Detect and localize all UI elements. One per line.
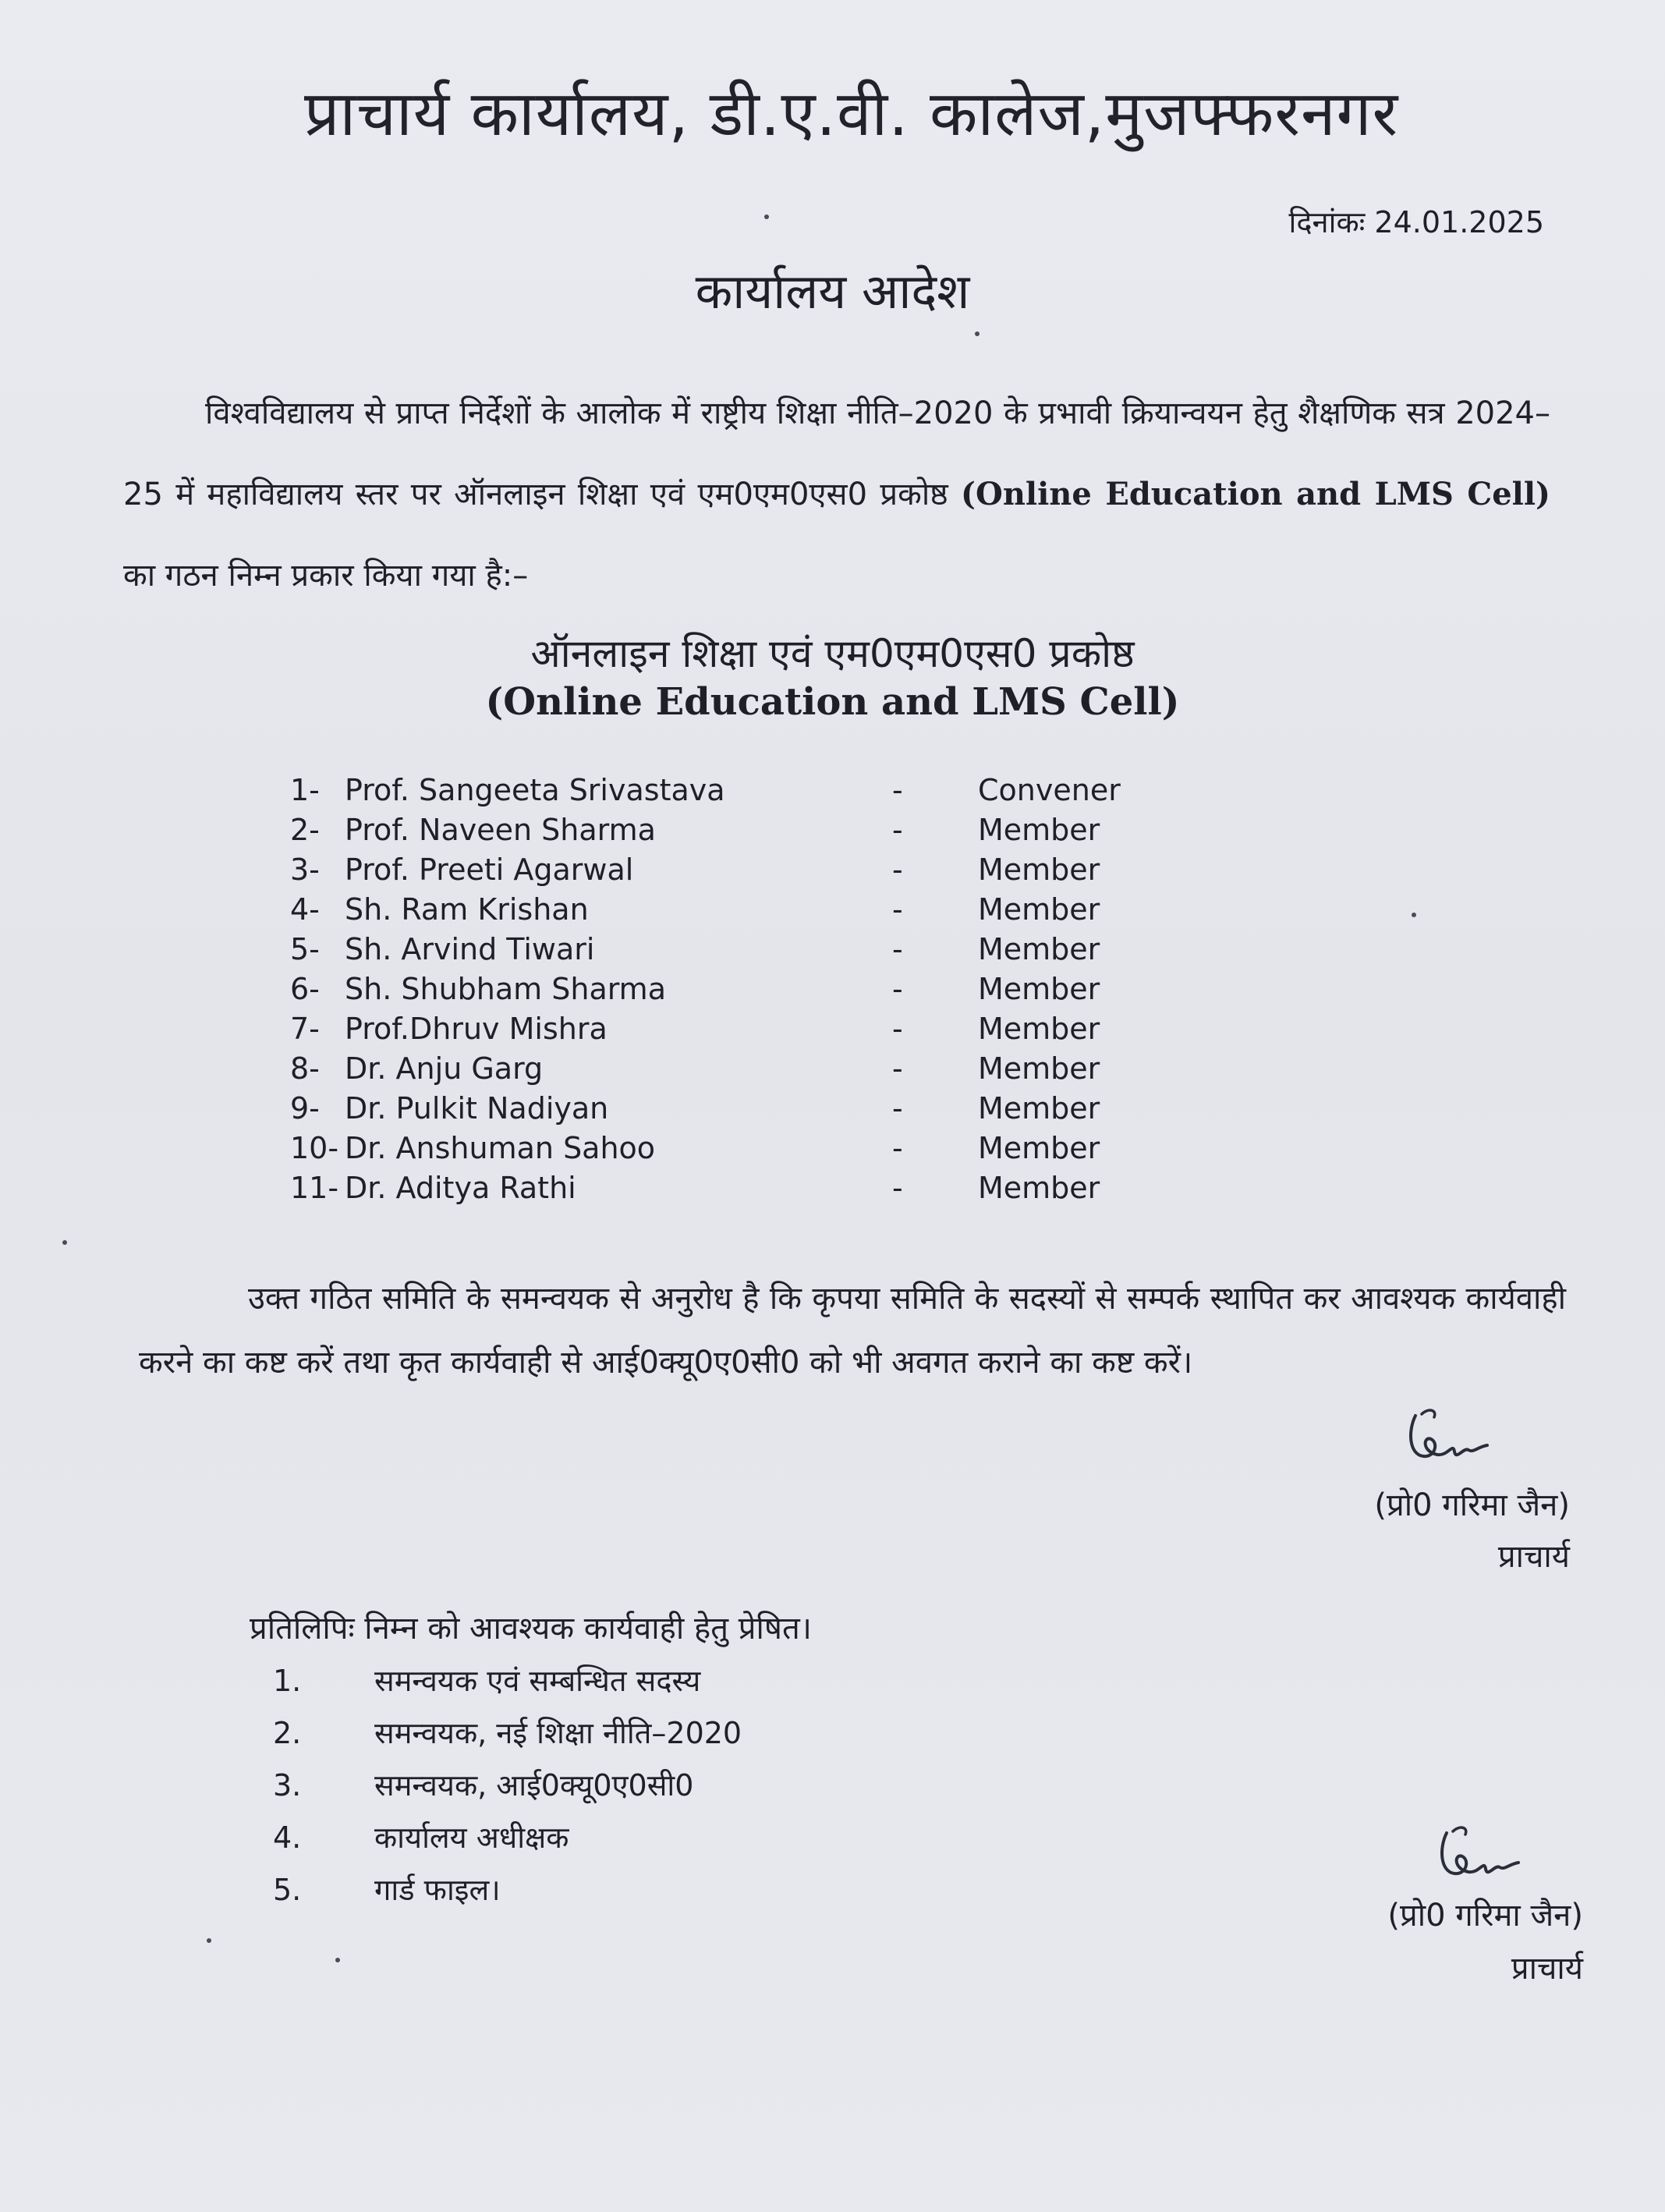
signatory-name: (प्रो0 गरिमा जैन) xyxy=(1374,1487,1570,1523)
member-dash: - xyxy=(892,1171,903,1205)
member-row xyxy=(290,850,1226,890)
member-role: Member xyxy=(978,892,1100,927)
copy-to-number: 2. xyxy=(273,1716,302,1750)
signatory-designation-bottom: प्राचार्य xyxy=(1511,1951,1583,1987)
member-number: 11- xyxy=(290,1171,339,1205)
copy-to-item xyxy=(273,1707,742,1760)
member-role: Member xyxy=(978,1091,1100,1125)
paper-speck xyxy=(1412,913,1416,917)
paper-speck xyxy=(764,214,769,219)
member-row xyxy=(290,1129,1226,1168)
paper-speck xyxy=(335,1958,340,1962)
member-row xyxy=(290,1009,1226,1049)
member-name: Sh. Arvind Tiwari xyxy=(345,932,595,966)
intro-text-tail: का गठन निम्न प्रकार किया गया है:– xyxy=(123,558,529,594)
member-dash: - xyxy=(892,972,903,1006)
member-role: Member xyxy=(978,932,1100,966)
paper-speck xyxy=(62,1240,67,1245)
member-row xyxy=(290,930,1226,970)
member-dash: - xyxy=(892,892,903,927)
member-row xyxy=(290,1168,1226,1208)
member-row xyxy=(290,890,1226,930)
copy-to-item xyxy=(273,1864,742,1916)
member-number: 5- xyxy=(290,932,320,966)
copy-to-text: समन्वयक एवं सम्बन्धित सदस्य xyxy=(374,1664,701,1698)
signatory-designation: प्राचार्य xyxy=(1497,1539,1570,1575)
intro-text-hindi: विश्वविद्यालय से प्राप्त निर्देशों के आलोक में राष्ट्रीय शिक्षा नीति–2020 के प्रभावी क्रियान्वयन हेतु शैक्षणिक सत्र 2024–25 में महाविद्यालय स्तर पर ऑनलाइन शिक्षा एवं एम0एम0एस0 प्रकोष्ठ xyxy=(123,395,1550,512)
copy-to-number: 1. xyxy=(273,1664,302,1698)
member-name: Dr. Aditya Rathi xyxy=(345,1171,576,1205)
copy-to-intro: प्रतिलिपिः निम्न को आवश्यक कार्यवाही हेतु प्रेषित। xyxy=(250,1611,812,1647)
member-row xyxy=(290,771,1226,810)
member-row xyxy=(290,1049,1226,1089)
copy-to-item xyxy=(273,1655,742,1707)
intro-text-english: (Online Education and LMS Cell) xyxy=(961,476,1550,512)
member-number: 9- xyxy=(290,1091,320,1125)
member-name: Prof.Dhruv Mishra xyxy=(345,1012,608,1046)
member-role: Member xyxy=(978,1171,1100,1205)
member-name: Prof. Preeti Agarwal xyxy=(345,853,634,887)
member-name: Dr. Anju Garg xyxy=(345,1051,544,1086)
signature-mark xyxy=(1400,1400,1493,1470)
member-row xyxy=(290,1089,1226,1129)
request-paragraph: उक्त गठित समिति के समन्वयक से अनुरोध है कि कृपया समिति के सदस्यों से सम्पर्क स्थापित कर आवश्यक कार्यवाही करने का कष्ट करें तथा कृत कार्यवाही से आई0क्यू0ए0सी0 को भी अवगत कराने का कष्ट करें। xyxy=(139,1281,1566,1381)
members-list xyxy=(290,771,1226,1208)
copy-to-text: कार्यालय अधीक्षक xyxy=(374,1820,569,1855)
copy-to-text: गार्ड फाइल। xyxy=(374,1873,501,1907)
cell-title-hindi: ऑनलाइन शिक्षा एवं एम0एम0एस0 प्रकोष्ठ xyxy=(530,631,1135,676)
member-role: Convener xyxy=(978,773,1121,807)
member-role: Member xyxy=(978,1012,1100,1046)
member-name: Prof. Sangeeta Srivastava xyxy=(345,773,725,807)
paper-speck xyxy=(975,331,980,336)
order-date: दिनांकः 24.01.2025 xyxy=(1288,205,1544,239)
member-number: 2- xyxy=(290,813,320,847)
member-name: Dr. Anshuman Sahoo xyxy=(345,1131,656,1165)
copy-to-number: 5. xyxy=(273,1873,302,1907)
copy-to-text: समन्वयक, नई शिक्षा नीति–2020 xyxy=(374,1716,742,1750)
member-number: 7- xyxy=(290,1012,320,1046)
member-number: 1- xyxy=(290,773,320,807)
member-role: Member xyxy=(978,813,1100,847)
member-dash: - xyxy=(892,1091,903,1125)
member-number: 4- xyxy=(290,892,320,927)
member-name: Dr. Pulkit Nadiyan xyxy=(345,1091,609,1125)
copy-to-text: समन्वयक, आई0क्यू0ए0सी0 xyxy=(374,1768,694,1803)
paper-speck xyxy=(207,1938,211,1943)
member-dash: - xyxy=(892,1012,903,1046)
intro-paragraph xyxy=(123,373,1550,616)
member-dash: - xyxy=(892,1051,903,1086)
member-row xyxy=(290,810,1226,850)
member-dash: - xyxy=(892,813,903,847)
member-dash: - xyxy=(892,932,903,966)
member-dash: - xyxy=(892,1131,903,1165)
member-name: Sh. Shubham Sharma xyxy=(345,972,666,1006)
copy-to-number: 3. xyxy=(273,1768,302,1803)
office-header: प्राचार्य कार्यालय, डी.ए.वी. कालेज,मुजफ्फरनगर xyxy=(304,77,1399,150)
member-row xyxy=(290,970,1226,1009)
copy-to-item xyxy=(273,1760,742,1812)
cell-title-english: (Online Education and LMS Cell) xyxy=(485,680,1180,724)
member-number: 3- xyxy=(290,853,320,887)
order-title: कार्यालय आदेश xyxy=(695,263,970,320)
member-number: 10- xyxy=(290,1131,339,1165)
copy-to-number: 4. xyxy=(273,1820,302,1855)
member-dash: - xyxy=(892,853,903,887)
member-role: Member xyxy=(978,972,1100,1006)
signatory-name-bottom: (प्रो0 गरिमा जैन) xyxy=(1387,1898,1583,1934)
member-number: 6- xyxy=(290,972,320,1006)
member-role: Member xyxy=(978,853,1100,887)
member-number: 8- xyxy=(290,1051,320,1086)
member-dash: - xyxy=(892,773,903,807)
member-role: Member xyxy=(978,1131,1100,1165)
member-role: Member xyxy=(978,1051,1100,1086)
copy-to-list xyxy=(273,1655,742,1916)
copy-to-item xyxy=(273,1812,742,1864)
signature-mark-bottom xyxy=(1431,1817,1525,1888)
member-name: Sh. Ram Krishan xyxy=(345,892,589,927)
member-name: Prof. Naveen Sharma xyxy=(345,813,656,847)
